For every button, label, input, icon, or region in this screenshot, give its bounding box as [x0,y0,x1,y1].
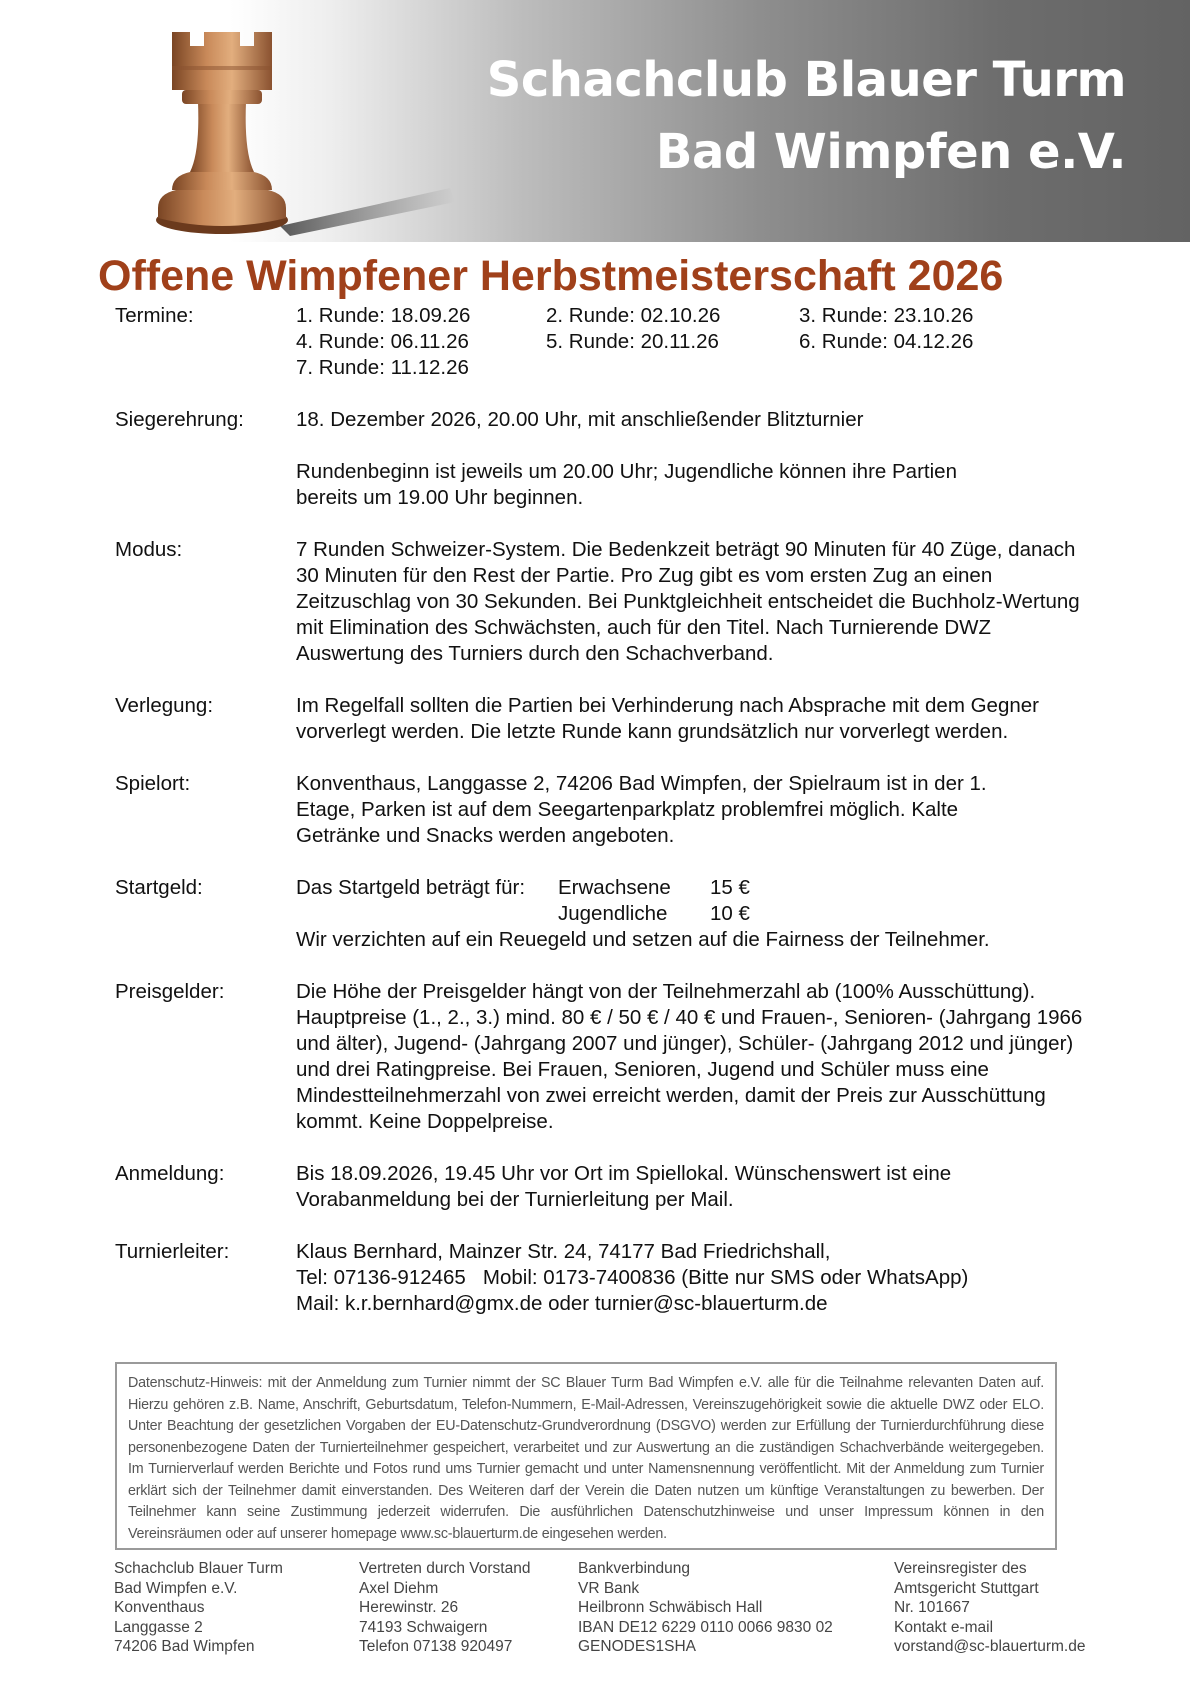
footer-bank [578,1559,833,1657]
fee-category: Erwachsene [558,876,671,899]
verlegung-section [115,693,1115,745]
turnierleiter-section [115,1239,1115,1317]
footer-board [359,1559,530,1657]
verlegung-text: Im Regelfall sollten die Partien bei Verhinderung nach Absprache mit dem Gegner vorverlegt werden. Die letzte Runde kann grundsätzlich nur vorverlegt werden. [296,694,1039,743]
footer-line: VR Bank [578,1579,640,1597]
club-name-line1: Schachclub Blauer Turm [486,52,1126,108]
spielort-section [115,771,1115,849]
rundenbeginn-text: Rundenbeginn ist jeweils um 20.00 Uhr; Jugendliche können ihre Partien bereits um 19.00 Uhr beginnen. [296,460,957,509]
modus-text: 7 Runden Schweizer-System. Die Bedenkzeit beträgt 90 Minuten für 40 Züge, danach 30 Minuten für den Rest der Partie. Pro Zug gibt es vom ersten Zug an einen Zeitzuschlag von 30 Sekunden. Bei Punktgleichheit entscheidet die Buchholz-Wertung mit Elimination des Schwächsten, auch für den Titel. Nach Turnierende DWZ Auswertung des Turniers durch den Schachverband. [296,538,1080,665]
round-date: 1. Runde: 18.09.26 [296,304,471,327]
tournament-details [115,303,1115,1343]
round-dates [296,303,1115,381]
header-banner [0,0,1190,242]
round-date: 6. Runde: 04.12.26 [799,330,974,353]
round-date: 3. Runde: 23.10.26 [799,304,974,327]
preisgelder-label: Preisgelder: [115,980,225,1003]
footer [114,1559,1114,1669]
footer-register [894,1559,1085,1657]
siegerehrung-label: Siegerehrung: [115,408,244,431]
footer-line: Bankverbindung [578,1560,691,1577]
spielort-label: Spielort: [115,772,191,795]
chess-rook-icon [150,12,460,240]
footer-line: Telefon 07138 920497 [359,1638,513,1655]
siegerehrung-section [115,407,1115,511]
preisgelder-text: Die Höhe der Preisgelder hängt von der Teilnehmerzahl ab (100% Ausschüttung). Hauptpreise (1., 2., 3.) mind. 80 € / 50 € / 40 € und Frauen-, Senioren- (Jahrgang 1966 und älter), Jugend- (Jahrgang 2007 und jünger), Schüler- (Jahrgang 2012 und jünger) und drei Ratingpreise. Bei Frauen, Senioren, Jugend und Schüler muss eine Mindestteilnehmerzahl von zwei erreicht werden, damit der Preis zur Ausschüttung kommt. Keine Doppelpreise. [296,980,1083,1133]
modus-label: Modus: [115,538,183,561]
fee-row [296,901,1115,927]
termine-label: Termine: [115,304,194,327]
round-date: 5. Runde: 20.11.26 [546,330,719,353]
footer-line: Vertreten durch Vorstand [359,1560,531,1577]
verlegung-label: Verlegung: [115,694,214,717]
footer-line: GENODES1SHA [578,1638,697,1655]
footer-line: Konventhaus [114,1599,205,1616]
footer-email[interactable]: vorstand@sc-blauerturm.de [894,1638,1086,1655]
turnierleiter-phone: Tel: 07136-912465 Mobil: 0173-7400836 (Bitte nur SMS oder WhatsApp) [296,1266,969,1289]
turnierleiter-label: Turnierleiter: [115,1240,230,1263]
startgeld-label: Startgeld: [115,876,203,899]
footer-line: Axel Diehm [359,1579,439,1597]
startgeld-section [115,875,1115,953]
round-date: 2. Runde: 02.10.26 [546,304,721,327]
startgeld-note: Wir verzichten auf ein Reuegeld und setzen auf die Fairness der Teilnehmer. [296,928,990,951]
turnierleiter-address: Klaus Bernhard, Mainzer Str. 24, 74177 Bad Friedrichshall, [296,1240,831,1263]
footer-line: Heilbronn Schwäbisch Hall [578,1599,763,1616]
footer-club-address [114,1559,283,1657]
startgeld-intro: Das Startgeld beträgt für: [296,876,526,899]
round-date: 4. Runde: 06.11.26 [296,330,469,353]
anmeldung-label: Anmeldung: [115,1162,225,1185]
round-date: 7. Runde: 11.12.26 [296,356,469,379]
club-name [487,44,1126,188]
footer-line: Vereinsregister des [894,1560,1027,1577]
footer-line: IBAN DE12 6229 0110 0066 9830 02 [578,1618,833,1636]
footer-line: Nr. 101667 [894,1599,970,1616]
fee-row [296,875,1115,901]
anmeldung-section [115,1161,1115,1213]
spielort-text: Konventhaus, Langgasse 2, 74206 Bad Wimpfen, der Spielraum ist in der 1. Etage, Parken ist auf dem Seegartenparkplatz problemfrei möglich. Kalte Getränke und Snacks werden angeboten. [296,772,987,847]
fee-amount: 10 € [710,902,750,925]
footer-line: Kontakt e-mail [894,1618,994,1636]
footer-line: 74206 Bad Wimpfen [114,1638,255,1655]
preisgelder-section [115,979,1115,1135]
modus-section [115,537,1115,667]
fee-amount: 15 € [710,876,750,899]
footer-line: Herewinstr. 26 [359,1599,459,1616]
footer-line: Amtsgericht Stuttgart [894,1579,1039,1597]
footer-line: Bad Wimpfen e.V. [114,1579,238,1597]
siegerehrung-text: 18. Dezember 2026, 20.00 Uhr, mit anschließender Blitzturnier [296,408,864,431]
termine-section [115,303,1115,381]
anmeldung-text: Bis 18.09.2026, 19.45 Uhr vor Ort im Spiellokal. Wünschenswert ist eine Vorabanmeldung bei der Turnierleitung per Mail. [296,1162,952,1211]
event-title: Offene Wimpfener Herbstmeisterschaft 2026 [98,252,1004,300]
footer-line: 74193 Schwaigern [359,1618,488,1636]
fee-category: Jugendliche [558,902,668,925]
turnierleiter-mail: Mail: k.r.bernhard@gmx.de oder turnier@sc-blauerturm.de [296,1292,828,1315]
footer-line: Langgasse 2 [114,1618,203,1636]
club-name-line2: Bad Wimpfen e.V. [655,124,1126,180]
footer-line: Schachclub Blauer Turm [114,1560,283,1577]
privacy-notice: Datenschutz-Hinweis: mit der Anmeldung zum Turnier nimmt der SC Blauer Turm Bad Wimpfen e.V. alle für die Teilnahme relevanten Daten auf. Hierzu gehören z.B. Name, Anschrift, Geburtsdatum, Telefon-Nummern, E-Mail-Adressen, Vereinszugehörigkeit sowie die aktuelle DWZ oder ELO. Unter Beachtung der gesetzlichen Vorgaben der EU-Datenschutz-Grundverordnung (DSGVO) werden zur Erfüllung der Turnierdurchführung diese personenbezogene Daten der Turnierteilnehmer gespeichert, verarbeitet und zur Auswertung an die zuständigen Schachverbände weitergegeben. Im Turnierverlauf werden Berichte und Fotos rund ums Turnier gemacht und unter Namensnennung veröffentlicht. Mit der Anmeldung zum Turnier erklärt sich der Teilnehmer damit einverstanden. Des Weiteren darf der Verein die Daten nutzen um künftige Veranstaltungen zu bewerben. Der Teilnehmer kann seine Zustimmung jederzeit widerrufen. Die ausführlichen Datenschutzhinweise und unser Impressum können in den Vereinsräumen oder auf unserer homepage www.sc-blauerturm.de eingesehen werden. [115,1362,1057,1550]
